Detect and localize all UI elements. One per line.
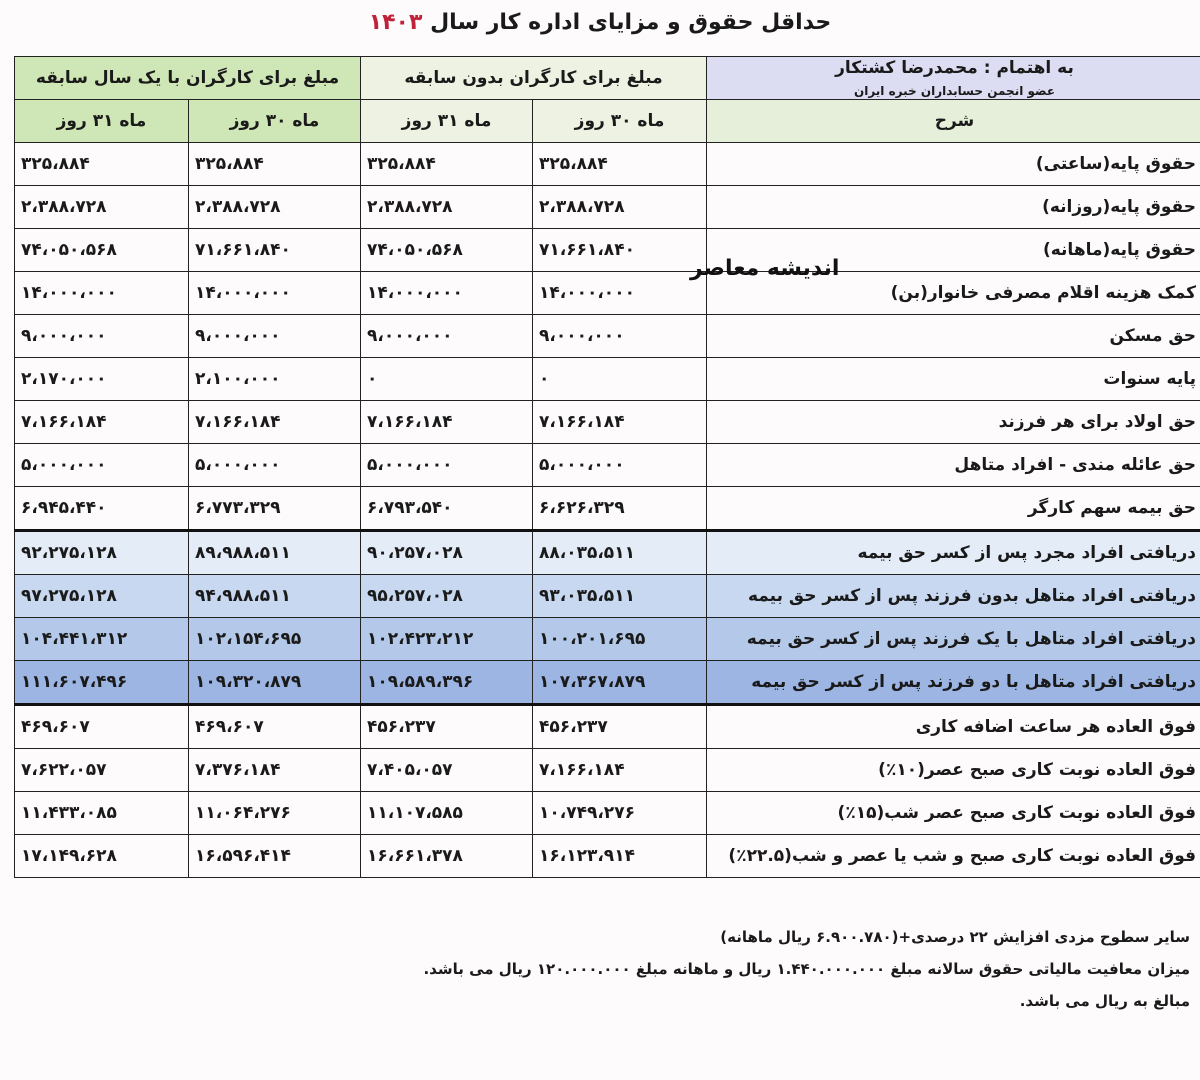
row-value: ۱۱،۰۶۴،۲۷۶ <box>189 792 361 835</box>
row-value: ۹۰،۲۵۷،۰۲۸ <box>361 531 533 575</box>
row-value: ۱۰۷،۳۶۷،۸۷۹ <box>533 661 707 705</box>
author-affiliation: عضو انجمن حسابداران خبره ایران <box>853 84 1056 98</box>
table-row <box>15 792 1200 835</box>
row-value: ۱۶،۵۹۶،۴۱۴ <box>189 835 361 878</box>
row-value: ۱۴،۰۰۰،۰۰۰ <box>15 272 189 315</box>
row-value: ۱۰۹،۵۸۹،۳۹۶ <box>361 661 533 705</box>
table-row <box>15 401 1200 444</box>
row-value: ۹۷،۲۷۵،۱۲۸ <box>15 575 189 618</box>
row-value: ۷۱،۶۶۱،۸۴۰ <box>533 229 707 272</box>
row-value: ۹،۰۰۰،۰۰۰ <box>361 315 533 358</box>
row-label: فوق العاده نوبت کاری صبح و شب یا عصر و شب(۲۲.۵٪) <box>707 835 1200 878</box>
table-row <box>15 705 1200 749</box>
column-header-month30-a: ماه ۳۰ روز <box>533 100 707 143</box>
column-header-description: شرح <box>707 100 1200 143</box>
author-name: به اهتمام : محمدرضا کشتکار <box>835 58 1074 78</box>
table-row <box>15 143 1200 186</box>
row-label: دریافتی افراد متاهل با دو فرزند پس از کسر حق بیمه <box>707 661 1200 705</box>
watermark-text: اندیشه معاصر <box>690 256 840 281</box>
row-value: ۷،۱۶۶،۱۸۴ <box>361 401 533 444</box>
row-value: ۳۲۵،۸۸۴ <box>189 143 361 186</box>
row-value: ۲،۳۸۸،۷۲۸ <box>361 186 533 229</box>
row-value: ۷،۱۶۶،۱۸۴ <box>189 401 361 444</box>
row-value: ۷۱،۶۶۱،۸۴۰ <box>189 229 361 272</box>
row-value: ۲،۱۷۰،۰۰۰ <box>15 358 189 401</box>
row-value: ۱۱،۴۳۳،۰۸۵ <box>15 792 189 835</box>
row-value: ۱۱۱،۶۰۷،۴۹۶ <box>15 661 189 705</box>
row-value: ۵،۰۰۰،۰۰۰ <box>533 444 707 487</box>
row-value: ۷،۱۶۶،۱۸۴ <box>533 749 707 792</box>
row-value: ۵،۰۰۰،۰۰۰ <box>361 444 533 487</box>
row-label: حق مسکن <box>707 315 1200 358</box>
column-header-month30-b: ماه ۳۰ روز <box>189 100 361 143</box>
footnotes <box>423 928 1190 1024</box>
table-row <box>15 229 1200 272</box>
row-value: ۱۱،۱۰۷،۵۸۵ <box>361 792 533 835</box>
row-value: ۸۸،۰۳۵،۵۱۱ <box>533 531 707 575</box>
row-value: ۴۶۹،۶۰۷ <box>15 705 189 749</box>
title-text: حداقل حقوق و مزایای اداره کار سال <box>430 10 832 35</box>
row-label: حقوق پایه(روزانه) <box>707 186 1200 229</box>
note-wage-increase: سایر سطوح مزدی افزایش ۲۲ درصدی+(۶.۹۰۰.۷۸۰ ریال ماهانه) <box>720 928 1190 946</box>
row-value: ۹۴،۹۸۸،۵۱۱ <box>189 575 361 618</box>
row-value: ۲،۳۸۸،۷۲۸ <box>533 186 707 229</box>
salary-table <box>14 56 1200 878</box>
row-value: ۷،۱۶۶،۱۸۴ <box>533 401 707 444</box>
row-value: ۱۰۲،۴۲۳،۲۱۲ <box>361 618 533 661</box>
row-value: ۹۳،۰۳۵،۵۱۱ <box>533 575 707 618</box>
row-value: ۵،۰۰۰،۰۰۰ <box>15 444 189 487</box>
page-title <box>0 10 1200 35</box>
row-value: ۴۵۶،۲۳۷ <box>533 705 707 749</box>
row-value: ۱۴،۰۰۰،۰۰۰ <box>361 272 533 315</box>
row-value: ۷،۶۲۲،۰۵۷ <box>15 749 189 792</box>
table-row <box>15 835 1200 878</box>
group-header-one-year: مبلغ برای کارگران با یک سال سابقه <box>15 57 361 100</box>
table-row <box>15 444 1200 487</box>
row-value: ۷،۴۰۵،۰۵۷ <box>361 749 533 792</box>
row-label: دریافتی افراد متاهل بدون فرزند پس از کسر حق بیمه <box>707 575 1200 618</box>
group-header-no-experience: مبلغ برای کارگران بدون سابقه <box>361 57 707 100</box>
row-label: حقوق پایه(ساعتی) <box>707 143 1200 186</box>
row-value: ۱۴،۰۰۰،۰۰۰ <box>533 272 707 315</box>
row-value: ۷،۱۶۶،۱۸۴ <box>15 401 189 444</box>
table-row <box>15 531 1200 575</box>
table-row <box>15 661 1200 705</box>
row-value: ۹۲،۲۷۵،۱۲۸ <box>15 531 189 575</box>
row-value: ۹،۰۰۰،۰۰۰ <box>15 315 189 358</box>
row-value: ۶،۶۲۶،۳۲۹ <box>533 487 707 531</box>
row-value: ۴۶۹،۶۰۷ <box>189 705 361 749</box>
table-row <box>15 618 1200 661</box>
row-value: ۱۰،۷۴۹،۲۷۶ <box>533 792 707 835</box>
table-row <box>15 315 1200 358</box>
row-value: ۷۴،۰۵۰،۵۶۸ <box>361 229 533 272</box>
row-value: ۹،۰۰۰،۰۰۰ <box>533 315 707 358</box>
row-label: حقوق پایه(ماهانه) <box>707 229 1200 272</box>
row-value: ۲،۳۸۸،۷۲۸ <box>189 186 361 229</box>
table-row <box>15 749 1200 792</box>
row-value: ۳۲۵،۸۸۴ <box>15 143 189 186</box>
row-label: فوق العاده نوبت کاری صبح عصر(۱۰٪) <box>707 749 1200 792</box>
row-label: دریافتی افراد متاهل با یک فرزند پس از کسر حق بیمه <box>707 618 1200 661</box>
table-row <box>15 186 1200 229</box>
column-header-month31-b: ماه ۳۱ روز <box>15 100 189 143</box>
row-value: ۹۵،۲۵۷،۰۲۸ <box>361 575 533 618</box>
row-value: ۵،۰۰۰،۰۰۰ <box>189 444 361 487</box>
row-label: کمک هزینه اقلام مصرفی خانوار(بن) <box>707 272 1200 315</box>
table-row <box>15 358 1200 401</box>
table-row <box>15 487 1200 531</box>
row-value: ۶،۹۴۵،۴۴۰ <box>15 487 189 531</box>
row-value: ۷۴،۰۵۰،۵۶۸ <box>15 229 189 272</box>
row-value: ۶،۷۷۳،۳۲۹ <box>189 487 361 531</box>
row-label: فوق العاده نوبت کاری صبح عصر شب(۱۵٪) <box>707 792 1200 835</box>
row-value: ۰ <box>533 358 707 401</box>
table-row <box>15 575 1200 618</box>
row-label: پایه سنوات <box>707 358 1200 401</box>
row-value: ۳۲۵،۸۸۴ <box>533 143 707 186</box>
title-year: ۱۴۰۳ <box>368 10 423 35</box>
row-label: حق بیمه سهم کارگر <box>707 487 1200 531</box>
row-value: ۰ <box>361 358 533 401</box>
row-value: ۸۹،۹۸۸،۵۱۱ <box>189 531 361 575</box>
row-label: حق اولاد برای هر فرزند <box>707 401 1200 444</box>
row-value: ۷،۳۷۶،۱۸۴ <box>189 749 361 792</box>
row-value: ۹،۰۰۰،۰۰۰ <box>189 315 361 358</box>
row-value: ۱۰۰،۲۰۱،۶۹۵ <box>533 618 707 661</box>
note-currency: مبالغ به ریال می باشد. <box>1019 992 1190 1010</box>
row-value: ۳۲۵،۸۸۴ <box>361 143 533 186</box>
row-value: ۱۰۴،۴۴۱،۳۱۲ <box>15 618 189 661</box>
row-value: ۲،۳۸۸،۷۲۸ <box>15 186 189 229</box>
author-cell <box>707 57 1200 100</box>
row-label: حق عائله مندی - افراد متاهل <box>707 444 1200 487</box>
row-label: فوق العاده هر ساعت اضافه کاری <box>707 705 1200 749</box>
row-value: ۱۰۹،۳۲۰،۸۷۹ <box>189 661 361 705</box>
row-value: ۲،۱۰۰،۰۰۰ <box>189 358 361 401</box>
row-label: دریافتی افراد مجرد پس از کسر حق بیمه <box>707 531 1200 575</box>
row-value: ۱۶،۶۶۱،۳۷۸ <box>361 835 533 878</box>
note-tax-exemption: میزان معافیت مالیاتی حقوق سالانه مبلغ ۱.۴۴۰.۰۰۰.۰۰۰ ریال و ماهانه مبلغ ۱۲۰.۰۰۰.۰۰۰ ریال می باشد. <box>423 960 1190 978</box>
row-value: ۱۴،۰۰۰،۰۰۰ <box>189 272 361 315</box>
row-value: ۴۵۶،۲۳۷ <box>361 705 533 749</box>
column-header-month31-a: ماه ۳۱ روز <box>361 100 533 143</box>
row-value: ۱۶،۱۲۳،۹۱۴ <box>533 835 707 878</box>
row-value: ۱۷،۱۴۹،۶۲۸ <box>15 835 189 878</box>
table-row <box>15 272 1200 315</box>
row-value: ۱۰۲،۱۵۴،۶۹۵ <box>189 618 361 661</box>
row-value: ۶،۷۹۳،۵۴۰ <box>361 487 533 531</box>
